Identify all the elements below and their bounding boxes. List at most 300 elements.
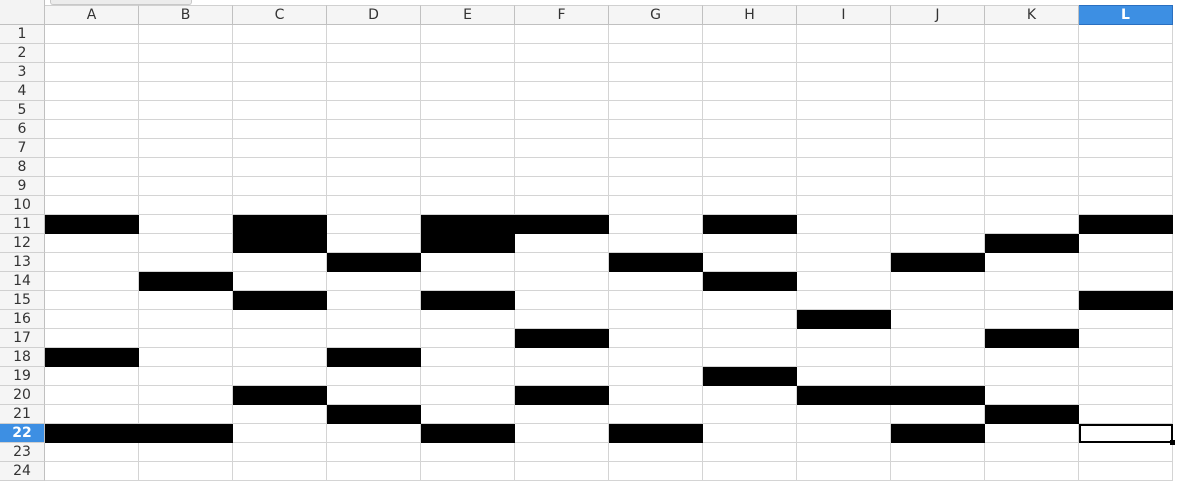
cell-d2[interactable] <box>327 44 421 63</box>
cell-l21[interactable] <box>1079 405 1173 424</box>
cell-e23[interactable] <box>421 443 515 462</box>
cell-d13[interactable] <box>327 253 421 272</box>
cell-g10[interactable] <box>609 196 703 215</box>
cell-a9[interactable] <box>45 177 139 196</box>
cell-l9[interactable] <box>1079 177 1173 196</box>
cell-f20[interactable] <box>515 386 609 405</box>
cell-j21[interactable] <box>891 405 985 424</box>
cell-b23[interactable] <box>139 443 233 462</box>
cell-a6[interactable] <box>45 120 139 139</box>
cell-i9[interactable] <box>797 177 891 196</box>
cell-h20[interactable] <box>703 386 797 405</box>
cell-a2[interactable] <box>45 44 139 63</box>
cell-k12[interactable] <box>985 234 1079 253</box>
cell-j2[interactable] <box>891 44 985 63</box>
cell-a4[interactable] <box>45 82 139 101</box>
cell-g3[interactable] <box>609 63 703 82</box>
cell-h13[interactable] <box>703 253 797 272</box>
cell-e24[interactable] <box>421 462 515 481</box>
cell-d14[interactable] <box>327 272 421 291</box>
cell-h3[interactable] <box>703 63 797 82</box>
row-header-15[interactable]: 15 <box>0 291 45 310</box>
column-header-j[interactable]: J <box>891 5 985 25</box>
cell-g4[interactable] <box>609 82 703 101</box>
cell-f10[interactable] <box>515 196 609 215</box>
cell-j6[interactable] <box>891 120 985 139</box>
cell-h11[interactable] <box>703 215 797 234</box>
cell-c21[interactable] <box>233 405 327 424</box>
cell-d16[interactable] <box>327 310 421 329</box>
cell-h21[interactable] <box>703 405 797 424</box>
cell-h24[interactable] <box>703 462 797 481</box>
cell-i13[interactable] <box>797 253 891 272</box>
cell-j3[interactable] <box>891 63 985 82</box>
cell-d23[interactable] <box>327 443 421 462</box>
cell-g17[interactable] <box>609 329 703 348</box>
cell-f3[interactable] <box>515 63 609 82</box>
cell-h8[interactable] <box>703 158 797 177</box>
cell-h23[interactable] <box>703 443 797 462</box>
cell-d15[interactable] <box>327 291 421 310</box>
cell-g19[interactable] <box>609 367 703 386</box>
cell-a17[interactable] <box>45 329 139 348</box>
cell-k24[interactable] <box>985 462 1079 481</box>
cell-l16[interactable] <box>1079 310 1173 329</box>
cell-e12[interactable] <box>421 234 515 253</box>
cell-f19[interactable] <box>515 367 609 386</box>
cell-h17[interactable] <box>703 329 797 348</box>
cell-a19[interactable] <box>45 367 139 386</box>
cell-i7[interactable] <box>797 139 891 158</box>
cell-c24[interactable] <box>233 462 327 481</box>
row-header-6[interactable]: 6 <box>0 120 45 139</box>
column-header-k[interactable]: K <box>985 5 1079 25</box>
cell-k14[interactable] <box>985 272 1079 291</box>
cell-d11[interactable] <box>327 215 421 234</box>
cell-l2[interactable] <box>1079 44 1173 63</box>
cell-g24[interactable] <box>609 462 703 481</box>
row-header-20[interactable]: 20 <box>0 386 45 405</box>
cell-e9[interactable] <box>421 177 515 196</box>
cell-k23[interactable] <box>985 443 1079 462</box>
row-header-16[interactable]: 16 <box>0 310 45 329</box>
cell-e18[interactable] <box>421 348 515 367</box>
cell-c20[interactable] <box>233 386 327 405</box>
cell-e22[interactable] <box>421 424 515 443</box>
cell-h6[interactable] <box>703 120 797 139</box>
cell-g7[interactable] <box>609 139 703 158</box>
cell-f23[interactable] <box>515 443 609 462</box>
cell-d19[interactable] <box>327 367 421 386</box>
cell-i4[interactable] <box>797 82 891 101</box>
cell-f5[interactable] <box>515 101 609 120</box>
cell-i10[interactable] <box>797 196 891 215</box>
cell-d9[interactable] <box>327 177 421 196</box>
cell-h14[interactable] <box>703 272 797 291</box>
cell-f16[interactable] <box>515 310 609 329</box>
column-header-g[interactable]: G <box>609 5 703 25</box>
cell-j12[interactable] <box>891 234 985 253</box>
cell-f21[interactable] <box>515 405 609 424</box>
cell-j24[interactable] <box>891 462 985 481</box>
cell-l12[interactable] <box>1079 234 1173 253</box>
cell-f24[interactable] <box>515 462 609 481</box>
cell-a24[interactable] <box>45 462 139 481</box>
cell-i20[interactable] <box>797 386 891 405</box>
cell-j11[interactable] <box>891 215 985 234</box>
cell-e4[interactable] <box>421 82 515 101</box>
cell-a3[interactable] <box>45 63 139 82</box>
cell-h15[interactable] <box>703 291 797 310</box>
cell-l5[interactable] <box>1079 101 1173 120</box>
cell-k11[interactable] <box>985 215 1079 234</box>
cell-l20[interactable] <box>1079 386 1173 405</box>
cell-b16[interactable] <box>139 310 233 329</box>
cell-c17[interactable] <box>233 329 327 348</box>
cell-a5[interactable] <box>45 101 139 120</box>
cell-a16[interactable] <box>45 310 139 329</box>
cell-h10[interactable] <box>703 196 797 215</box>
cell-h5[interactable] <box>703 101 797 120</box>
cell-l14[interactable] <box>1079 272 1173 291</box>
cell-e5[interactable] <box>421 101 515 120</box>
row-header-14[interactable]: 14 <box>0 272 45 291</box>
cell-c4[interactable] <box>233 82 327 101</box>
cell-k21[interactable] <box>985 405 1079 424</box>
cell-k3[interactable] <box>985 63 1079 82</box>
row-header-8[interactable]: 8 <box>0 158 45 177</box>
cell-c19[interactable] <box>233 367 327 386</box>
cell-j4[interactable] <box>891 82 985 101</box>
row-header-1[interactable]: 1 <box>0 25 45 44</box>
cell-d17[interactable] <box>327 329 421 348</box>
cell-h4[interactable] <box>703 82 797 101</box>
cell-h19[interactable] <box>703 367 797 386</box>
cell-l8[interactable] <box>1079 158 1173 177</box>
cell-h1[interactable] <box>703 25 797 44</box>
cell-a15[interactable] <box>45 291 139 310</box>
cell-g23[interactable] <box>609 443 703 462</box>
cell-e1[interactable] <box>421 25 515 44</box>
row-header-10[interactable]: 10 <box>0 196 45 215</box>
cell-b12[interactable] <box>139 234 233 253</box>
row-header-24[interactable]: 24 <box>0 462 45 481</box>
cell-g9[interactable] <box>609 177 703 196</box>
cell-j22[interactable] <box>891 424 985 443</box>
cell-k1[interactable] <box>985 25 1079 44</box>
cell-h2[interactable] <box>703 44 797 63</box>
cell-d7[interactable] <box>327 139 421 158</box>
cell-b21[interactable] <box>139 405 233 424</box>
cell-e8[interactable] <box>421 158 515 177</box>
cell-d22[interactable] <box>327 424 421 443</box>
cell-e13[interactable] <box>421 253 515 272</box>
cell-l22[interactable] <box>1079 424 1173 443</box>
cell-h7[interactable] <box>703 139 797 158</box>
cell-k5[interactable] <box>985 101 1079 120</box>
cell-c18[interactable] <box>233 348 327 367</box>
cell-i14[interactable] <box>797 272 891 291</box>
cell-h16[interactable] <box>703 310 797 329</box>
cell-b15[interactable] <box>139 291 233 310</box>
row-header-11[interactable]: 11 <box>0 215 45 234</box>
cell-d8[interactable] <box>327 158 421 177</box>
cell-d5[interactable] <box>327 101 421 120</box>
cell-h22[interactable] <box>703 424 797 443</box>
cell-j8[interactable] <box>891 158 985 177</box>
cell-l4[interactable] <box>1079 82 1173 101</box>
row-header-22[interactable]: 22 <box>0 424 45 443</box>
cell-k9[interactable] <box>985 177 1079 196</box>
cell-i3[interactable] <box>797 63 891 82</box>
row-header-17[interactable]: 17 <box>0 329 45 348</box>
cell-c7[interactable] <box>233 139 327 158</box>
cell-c8[interactable] <box>233 158 327 177</box>
cell-l7[interactable] <box>1079 139 1173 158</box>
cell-g6[interactable] <box>609 120 703 139</box>
cell-g20[interactable] <box>609 386 703 405</box>
cell-d3[interactable] <box>327 63 421 82</box>
cell-c23[interactable] <box>233 443 327 462</box>
cell-c1[interactable] <box>233 25 327 44</box>
cell-j23[interactable] <box>891 443 985 462</box>
cell-f9[interactable] <box>515 177 609 196</box>
cell-j13[interactable] <box>891 253 985 272</box>
cell-e7[interactable] <box>421 139 515 158</box>
row-header-19[interactable]: 19 <box>0 367 45 386</box>
cell-d10[interactable] <box>327 196 421 215</box>
cell-c6[interactable] <box>233 120 327 139</box>
cell-l23[interactable] <box>1079 443 1173 462</box>
cell-h18[interactable] <box>703 348 797 367</box>
row-header-21[interactable]: 21 <box>0 405 45 424</box>
cell-b19[interactable] <box>139 367 233 386</box>
cell-d12[interactable] <box>327 234 421 253</box>
cell-k16[interactable] <box>985 310 1079 329</box>
cell-c10[interactable] <box>233 196 327 215</box>
cell-g14[interactable] <box>609 272 703 291</box>
cell-f7[interactable] <box>515 139 609 158</box>
cell-j9[interactable] <box>891 177 985 196</box>
row-header-5[interactable]: 5 <box>0 101 45 120</box>
cell-k17[interactable] <box>985 329 1079 348</box>
cell-f2[interactable] <box>515 44 609 63</box>
row-header-18[interactable]: 18 <box>0 348 45 367</box>
cell-l6[interactable] <box>1079 120 1173 139</box>
row-header-2[interactable]: 2 <box>0 44 45 63</box>
cell-g2[interactable] <box>609 44 703 63</box>
cell-f17[interactable] <box>515 329 609 348</box>
cell-b7[interactable] <box>139 139 233 158</box>
cell-g18[interactable] <box>609 348 703 367</box>
column-header-a[interactable]: A <box>45 5 139 25</box>
cell-f13[interactable] <box>515 253 609 272</box>
cell-e20[interactable] <box>421 386 515 405</box>
cell-l24[interactable] <box>1079 462 1173 481</box>
cell-a11[interactable] <box>45 215 139 234</box>
column-header-e[interactable]: E <box>421 5 515 25</box>
row-header-23[interactable]: 23 <box>0 443 45 462</box>
cell-a22[interactable] <box>45 424 139 443</box>
cell-f1[interactable] <box>515 25 609 44</box>
cell-k6[interactable] <box>985 120 1079 139</box>
cell-a8[interactable] <box>45 158 139 177</box>
cell-e11[interactable] <box>421 215 515 234</box>
cell-h9[interactable] <box>703 177 797 196</box>
cell-b5[interactable] <box>139 101 233 120</box>
cell-j7[interactable] <box>891 139 985 158</box>
cell-a23[interactable] <box>45 443 139 462</box>
cell-b17[interactable] <box>139 329 233 348</box>
cell-g5[interactable] <box>609 101 703 120</box>
cell-d20[interactable] <box>327 386 421 405</box>
cell-b11[interactable] <box>139 215 233 234</box>
cell-c14[interactable] <box>233 272 327 291</box>
cell-c13[interactable] <box>233 253 327 272</box>
cell-f12[interactable] <box>515 234 609 253</box>
cell-i22[interactable] <box>797 424 891 443</box>
cell-a14[interactable] <box>45 272 139 291</box>
cell-a7[interactable] <box>45 139 139 158</box>
cell-i19[interactable] <box>797 367 891 386</box>
cell-b2[interactable] <box>139 44 233 63</box>
cell-c12[interactable] <box>233 234 327 253</box>
cell-j10[interactable] <box>891 196 985 215</box>
cell-c9[interactable] <box>233 177 327 196</box>
cell-a13[interactable] <box>45 253 139 272</box>
cell-i21[interactable] <box>797 405 891 424</box>
cell-j17[interactable] <box>891 329 985 348</box>
cell-b4[interactable] <box>139 82 233 101</box>
cell-i23[interactable] <box>797 443 891 462</box>
cell-f18[interactable] <box>515 348 609 367</box>
row-header-12[interactable]: 12 <box>0 234 45 253</box>
cell-l3[interactable] <box>1079 63 1173 82</box>
cell-i17[interactable] <box>797 329 891 348</box>
cell-f6[interactable] <box>515 120 609 139</box>
cell-l15[interactable] <box>1079 291 1173 310</box>
cell-d21[interactable] <box>327 405 421 424</box>
cell-b20[interactable] <box>139 386 233 405</box>
cell-g12[interactable] <box>609 234 703 253</box>
cell-a20[interactable] <box>45 386 139 405</box>
cell-g8[interactable] <box>609 158 703 177</box>
cell-b14[interactable] <box>139 272 233 291</box>
cell-k7[interactable] <box>985 139 1079 158</box>
cell-b8[interactable] <box>139 158 233 177</box>
cell-c22[interactable] <box>233 424 327 443</box>
cell-i16[interactable] <box>797 310 891 329</box>
cell-b10[interactable] <box>139 196 233 215</box>
autofill-handle[interactable] <box>1170 440 1175 445</box>
cell-b6[interactable] <box>139 120 233 139</box>
cell-l1[interactable] <box>1079 25 1173 44</box>
cell-d18[interactable] <box>327 348 421 367</box>
cell-l18[interactable] <box>1079 348 1173 367</box>
cell-g11[interactable] <box>609 215 703 234</box>
cell-a1[interactable] <box>45 25 139 44</box>
cell-i12[interactable] <box>797 234 891 253</box>
cell-k8[interactable] <box>985 158 1079 177</box>
cell-d4[interactable] <box>327 82 421 101</box>
column-header-d[interactable]: D <box>327 5 421 25</box>
cell-a21[interactable] <box>45 405 139 424</box>
cell-e10[interactable] <box>421 196 515 215</box>
cell-j16[interactable] <box>891 310 985 329</box>
cell-g15[interactable] <box>609 291 703 310</box>
cell-g1[interactable] <box>609 25 703 44</box>
cell-k15[interactable] <box>985 291 1079 310</box>
column-header-b[interactable]: B <box>139 5 233 25</box>
cell-j20[interactable] <box>891 386 985 405</box>
cell-i8[interactable] <box>797 158 891 177</box>
cell-l13[interactable] <box>1079 253 1173 272</box>
cell-a10[interactable] <box>45 196 139 215</box>
row-header-13[interactable]: 13 <box>0 253 45 272</box>
cell-c3[interactable] <box>233 63 327 82</box>
cell-k13[interactable] <box>985 253 1079 272</box>
cell-i5[interactable] <box>797 101 891 120</box>
cell-e6[interactable] <box>421 120 515 139</box>
cell-k20[interactable] <box>985 386 1079 405</box>
cell-b24[interactable] <box>139 462 233 481</box>
cell-j18[interactable] <box>891 348 985 367</box>
column-header-f[interactable]: F <box>515 5 609 25</box>
cell-e19[interactable] <box>421 367 515 386</box>
cell-j14[interactable] <box>891 272 985 291</box>
cell-i1[interactable] <box>797 25 891 44</box>
column-header-l[interactable]: L <box>1079 5 1173 25</box>
cell-i6[interactable] <box>797 120 891 139</box>
cell-d1[interactable] <box>327 25 421 44</box>
cell-a12[interactable] <box>45 234 139 253</box>
cell-l19[interactable] <box>1079 367 1173 386</box>
cell-k2[interactable] <box>985 44 1079 63</box>
cell-f14[interactable] <box>515 272 609 291</box>
cell-j5[interactable] <box>891 101 985 120</box>
cell-d6[interactable] <box>327 120 421 139</box>
cell-e16[interactable] <box>421 310 515 329</box>
cell-k19[interactable] <box>985 367 1079 386</box>
cell-i18[interactable] <box>797 348 891 367</box>
cell-k4[interactable] <box>985 82 1079 101</box>
row-header-9[interactable]: 9 <box>0 177 45 196</box>
row-header-3[interactable]: 3 <box>0 63 45 82</box>
cell-i15[interactable] <box>797 291 891 310</box>
cell-b13[interactable] <box>139 253 233 272</box>
cell-e14[interactable] <box>421 272 515 291</box>
cell-l11[interactable] <box>1079 215 1173 234</box>
cell-b3[interactable] <box>139 63 233 82</box>
column-header-c[interactable]: C <box>233 5 327 25</box>
cell-c15[interactable] <box>233 291 327 310</box>
cell-i2[interactable] <box>797 44 891 63</box>
cell-c11[interactable] <box>233 215 327 234</box>
select-all-corner[interactable] <box>0 0 45 25</box>
cell-e21[interactable] <box>421 405 515 424</box>
cell-e3[interactable] <box>421 63 515 82</box>
cell-i11[interactable] <box>797 215 891 234</box>
cell-d24[interactable] <box>327 462 421 481</box>
cell-k22[interactable] <box>985 424 1079 443</box>
cell-g22[interactable] <box>609 424 703 443</box>
cell-g13[interactable] <box>609 253 703 272</box>
cell-j15[interactable] <box>891 291 985 310</box>
cell-h12[interactable] <box>703 234 797 253</box>
cell-j1[interactable] <box>891 25 985 44</box>
cell-k10[interactable] <box>985 196 1079 215</box>
cell-f22[interactable] <box>515 424 609 443</box>
